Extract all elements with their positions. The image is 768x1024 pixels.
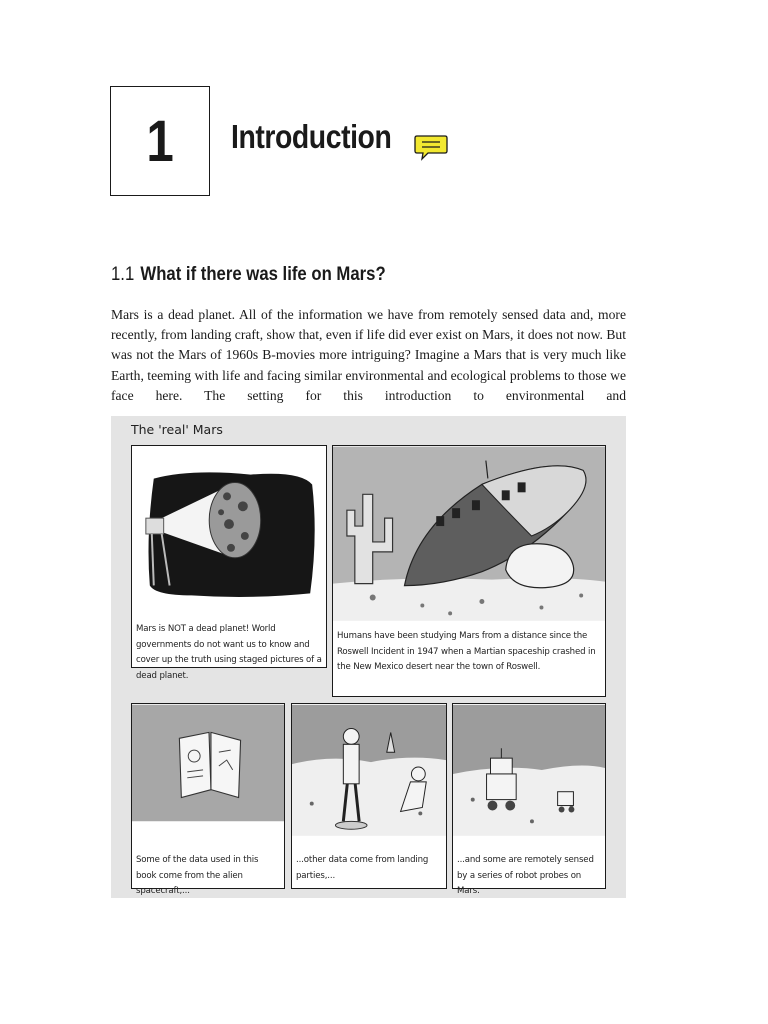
section-number: 1.1 bbox=[111, 264, 135, 285]
section-heading bbox=[111, 264, 386, 286]
chapter-number-box bbox=[110, 86, 210, 196]
speech-bubble-icon[interactable] bbox=[414, 134, 448, 162]
panel-caption: Humans have been studying Mars from a distance since the Roswell Incident in 1947 when a Martian spaceship crashed in the New Mexico desert near the town of Roswell. bbox=[337, 631, 596, 672]
panel-telescope bbox=[131, 445, 327, 681]
robot-probe-drawing bbox=[453, 704, 605, 836]
spaceship-drawing bbox=[333, 446, 605, 621]
panel-alien-spacecraft-data bbox=[131, 703, 285, 896]
chapter-title: Introduction bbox=[231, 118, 392, 155]
chapter-number: 1 bbox=[146, 108, 174, 174]
landing-party-drawing bbox=[292, 704, 446, 836]
panel-caption: ...and some are remotely sensed by a series of robot probes on Mars. bbox=[457, 855, 594, 896]
panel-spaceship bbox=[332, 445, 606, 697]
intro-paragraph: Mars is a dead planet. All of the information we have from remotely sensed data and, more recently, from landing craft, show that, even if life did ever exist on Mars, it does not now. But was not the Mars of 1960s B-movies more intriguing? Imagine a Mars that is very much like Earth, teeming with life and facing similar environmental and ecological problems to those we face here. The setting for this introduction to environmental and bbox=[111, 307, 626, 403]
comic-figure bbox=[111, 416, 626, 898]
telescope-drawing bbox=[132, 446, 326, 621]
panel-caption: Mars is NOT a dead planet! World governments do not want us to know and cover up the truth using staged pictures of a dead planet. bbox=[136, 624, 322, 681]
panel-robot-probes bbox=[452, 703, 606, 896]
booklet-drawing bbox=[132, 704, 284, 822]
section-title: What if there was life on Mars? bbox=[140, 264, 386, 285]
panel-caption: ...other data come from landing parties,... bbox=[296, 855, 429, 881]
panel-landing-parties bbox=[291, 703, 447, 889]
panel-caption: Some of the data used in this book come from the alien spacecraft,... bbox=[136, 855, 259, 896]
figure-title: The 'real' Mars bbox=[131, 422, 223, 437]
